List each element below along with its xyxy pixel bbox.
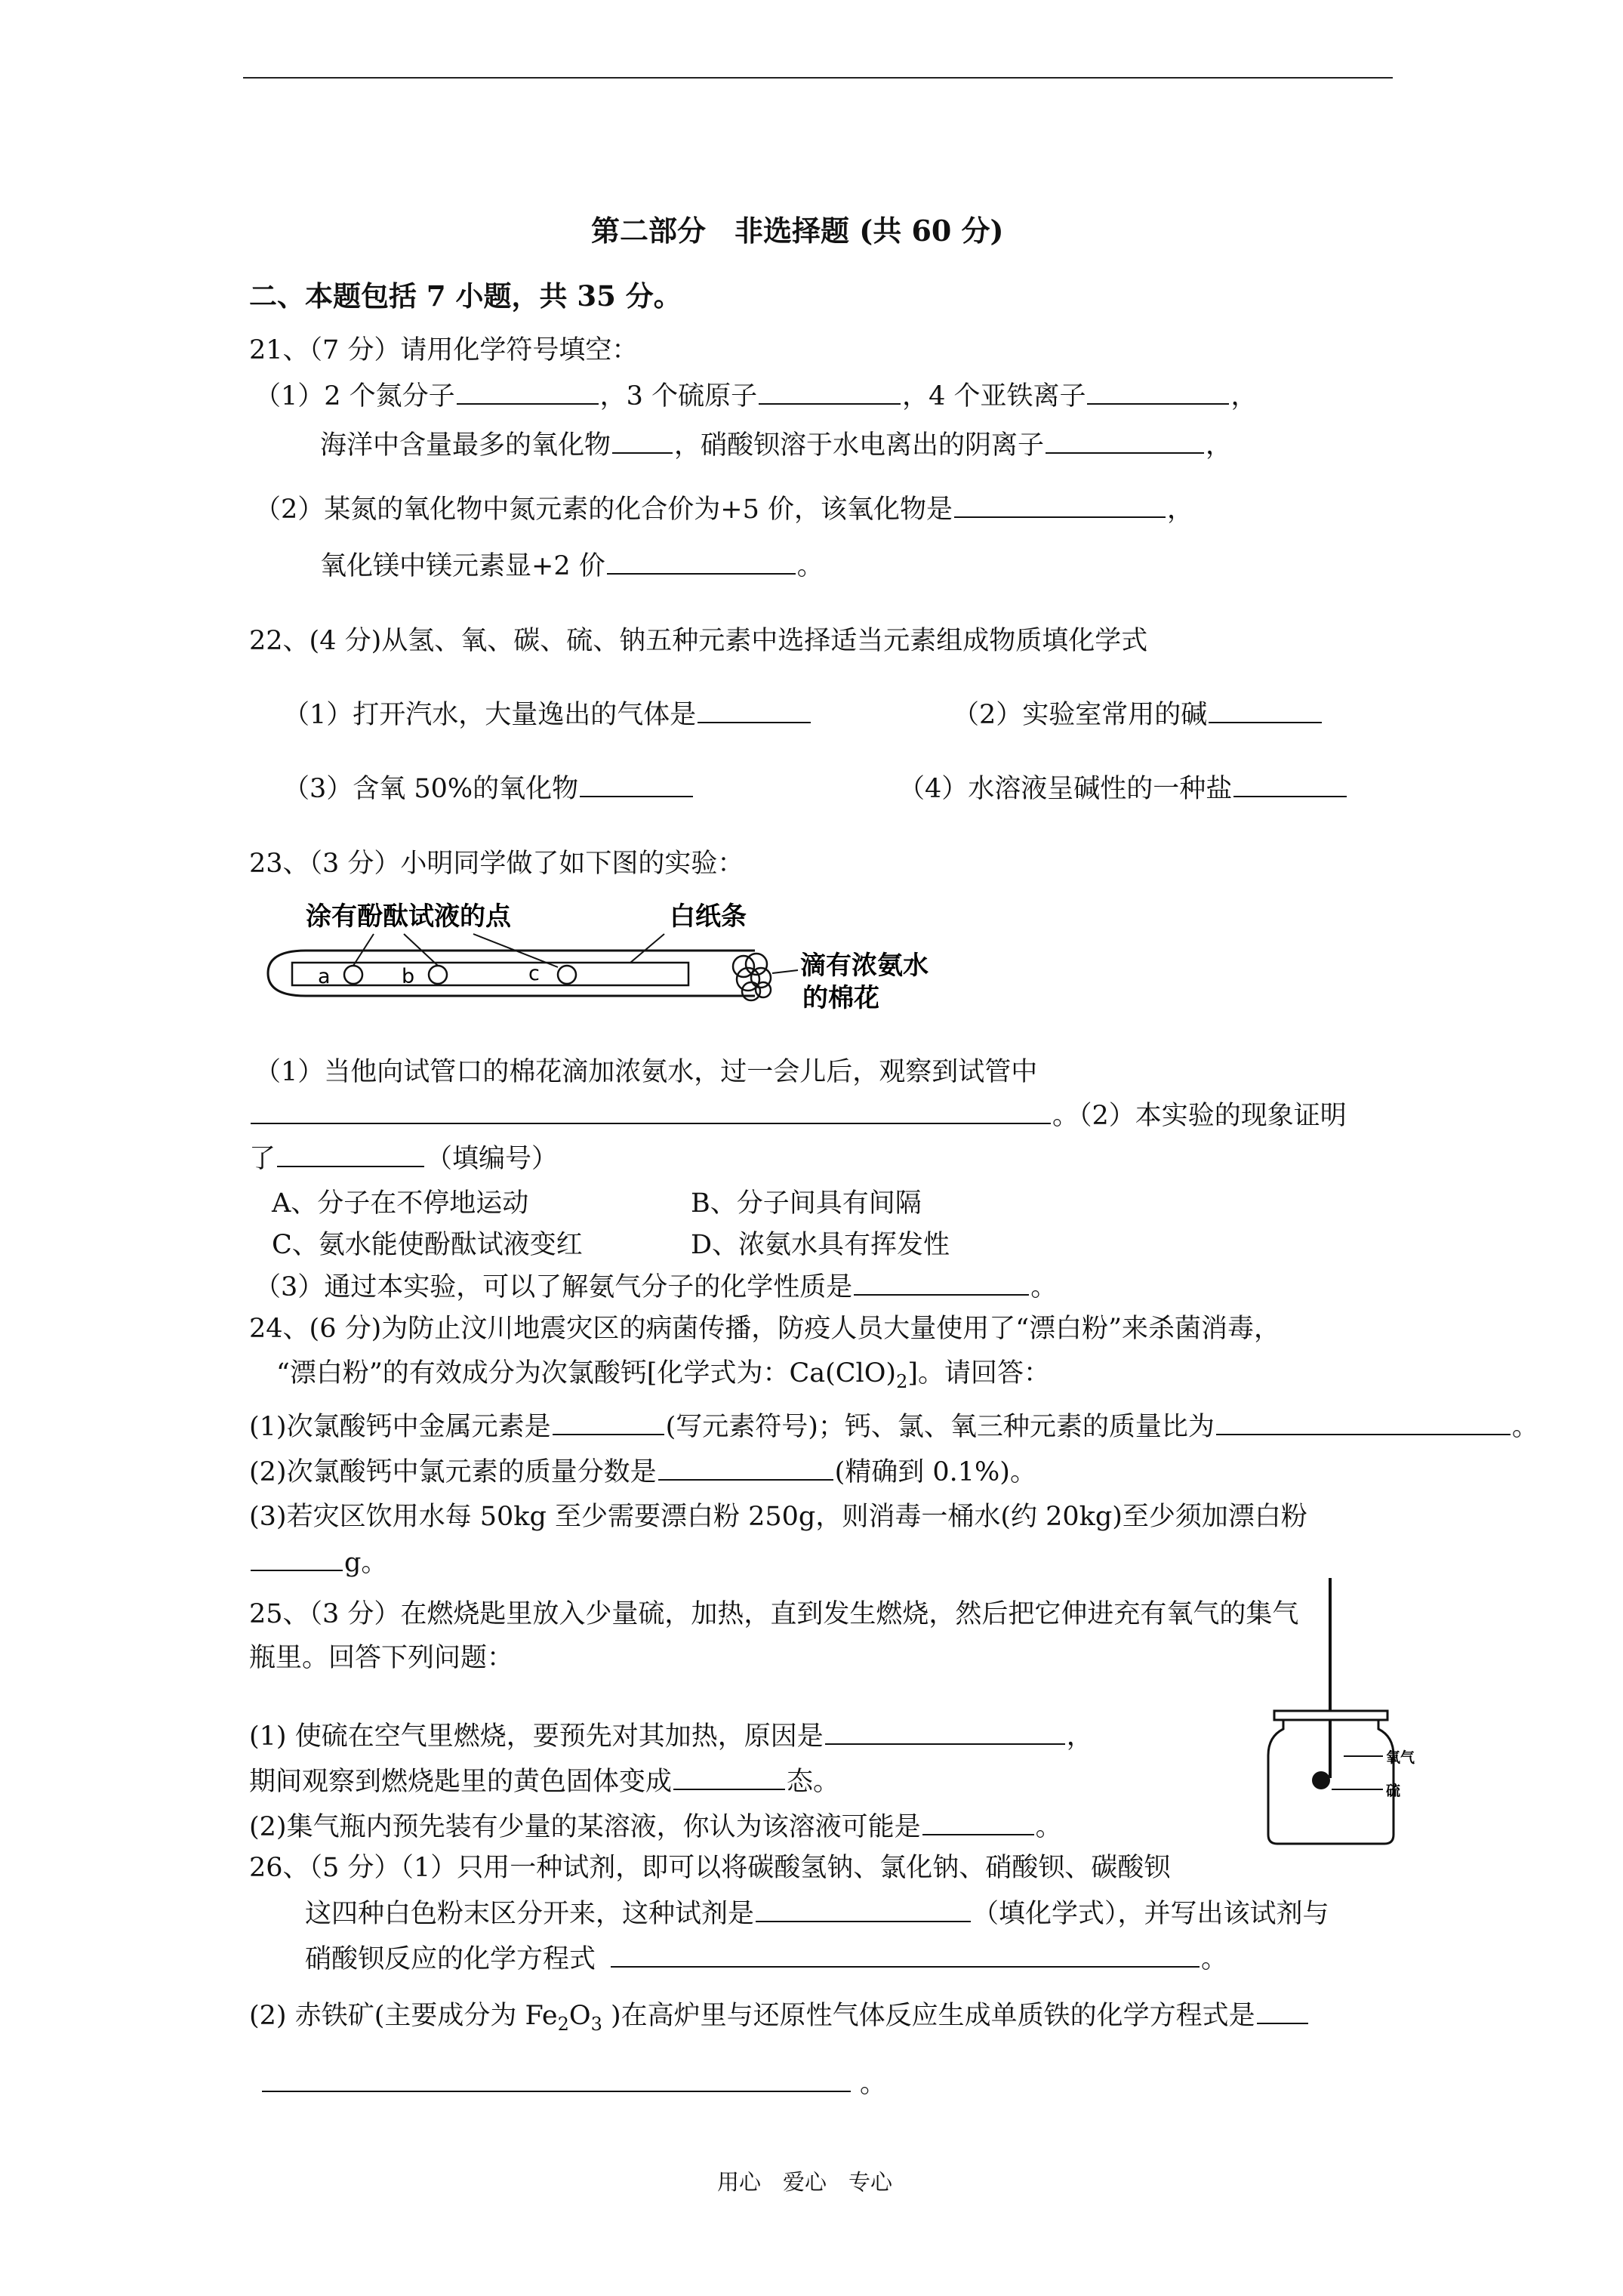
q21-part1-line1: （1）2 个氮分子 ，3 个硫原子 ，4 个亚铁离子 ，	[254, 378, 1258, 415]
q22-item4: （4）水溶液呈碱性的一种盐	[898, 770, 1348, 807]
q23-option-c: C、氨水能使酚酞试液变红	[272, 1230, 583, 1260]
q21-part1-line2: 海洋中含量最多的氧化物 ，硝酸钡溶于水电离出的阴离子 ，	[320, 427, 1232, 464]
q21-part2-line1: （2）某氮的氧化物中氮元素的化合价为+5 价，该氧化物是 ，	[254, 491, 1193, 528]
answer-blank[interactable]	[1216, 1408, 1511, 1435]
cotton-plug	[733, 954, 771, 1000]
label-ammonia-cotton-1: 滴有浓氨水	[800, 951, 929, 981]
q23-part1: （1）当他向试管口的棉花滴加浓氨水，过一会儿后，观察到试管中	[254, 1057, 1038, 1087]
page-title: 第二部分 非选择题 (共 60 分)	[591, 214, 1004, 248]
answer-blank[interactable]	[611, 1940, 1200, 1968]
answer-blank[interactable]	[854, 1268, 1029, 1296]
label-paper-strip: 白纸条	[670, 901, 747, 932]
dot-label-c: c	[528, 962, 540, 985]
answer-blank[interactable]	[1046, 427, 1204, 454]
test-tube-figure	[260, 895, 1000, 1031]
answer-blank[interactable]	[954, 491, 1166, 518]
q26-stem-line2: 这四种白色粉末区分开来，这种试剂是 （填化学式），并写出该试剂与	[305, 1895, 1329, 1932]
q25-stem-line1: 25、（3 分）在燃烧匙里放入少量硫，加热，直到发生燃烧，然后把它伸进充有氧气的集气	[249, 1599, 1299, 1629]
q21-stem: 21、（7 分）请用化学符号填空：	[249, 335, 639, 365]
answer-blank[interactable]	[658, 1453, 833, 1481]
dot-label-a: a	[318, 965, 331, 988]
answer-blank[interactable]	[277, 1140, 424, 1167]
q26-part2-line1: (2) 赤铁矿(主要成分为 $Fe_2O_3$ )在高炉里与还原性气体反应生成单质铁的化学方程式是	[249, 1997, 1310, 2034]
answer-blank[interactable]	[607, 547, 796, 575]
q23-option-b: B、分子间具有间隔	[691, 1188, 922, 1219]
answer-blank[interactable]	[1233, 770, 1347, 797]
q24-part2: (2)次氯酸钙中氯元素的质量分数是 (精确到 0.1%)。	[249, 1453, 1036, 1490]
q24-part3: (3)若灾区饮用水每 50kg 至少需要漂白粉 250g，则消毒一桶水(约 20kg)至少须加漂白粉	[249, 1502, 1307, 1532]
label-phenolphthalein-points: 涂有酚酞试液的点	[306, 901, 511, 932]
section-heading: 二、本题包括 7 小题，共 35 分。	[249, 279, 682, 313]
q22-item2: （2）实验室常用的碱	[953, 696, 1323, 733]
label-oxygen: 氧气	[1386, 1749, 1415, 1766]
answer-blank[interactable]	[1087, 378, 1229, 405]
answer-blank[interactable]	[251, 1097, 1051, 1124]
answer-blank[interactable]	[825, 1718, 1065, 1745]
q21-part2-line2: 氧化镁中镁元素显+2 价 。	[320, 547, 824, 584]
q22-item3: （3）含氧 50%的氧化物	[283, 770, 694, 807]
q23-stem: 23、（3 分）小明同学做了如下图的实验：	[249, 849, 744, 879]
label-ammonia-cotton-2: 的棉花	[802, 983, 879, 1013]
q23-part1-answer-line: 。（2）本实验的现象证明	[249, 1097, 1347, 1134]
q23-option-d: D、浓氨水具有挥发性	[691, 1230, 950, 1260]
label-sulfur: 硫	[1386, 1783, 1401, 1799]
q23-option-a: A、分子在不停地运动	[272, 1188, 529, 1219]
answer-blank[interactable]	[262, 2065, 851, 2092]
answer-blank[interactable]	[698, 696, 811, 723]
answer-blank[interactable]	[756, 1895, 971, 1922]
q25-stem-line2: 瓶里。回答下列问题：	[249, 1643, 514, 1673]
q25-part2: (2)集气瓶内预先装有少量的某溶液，你认为该溶液可能是 。	[249, 1808, 1062, 1845]
answer-blank[interactable]	[553, 1408, 664, 1435]
q25-part1-line1: (1) 使硫在空气里燃烧，要预先对其加热，原因是 ，	[249, 1718, 1093, 1755]
answer-blank[interactable]	[1257, 1997, 1308, 2024]
q26-part2-answer-line: 。	[260, 2065, 886, 2102]
q24-stem-line2: “漂白粉”的有效成分为次氯酸钙[化学式为：$Ca(ClO)_2$]。请回答：	[276, 1358, 1051, 1392]
header-rule	[243, 77, 1393, 79]
answer-blank[interactable]	[580, 770, 693, 797]
q24-stem-line1: 24、(6 分)为防止汶川地震灾区的病菌传播，防疫人员大量使用了“漂白粉”来杀菌消毒，	[249, 1314, 1281, 1344]
answer-blank[interactable]	[612, 427, 673, 454]
answer-blank[interactable]	[1209, 696, 1322, 723]
q25-part1-line2: 期间观察到燃烧匙里的黄色固体变成 态。	[249, 1763, 839, 1800]
page-footer: 用心 爱心 专心	[717, 2169, 893, 2195]
gas-jar-figure	[1253, 1578, 1434, 1850]
q23-part3: （3）通过本实验，可以了解氨气分子的化学性质是 。	[254, 1268, 1057, 1305]
q23-part2: 了 （填编号）	[249, 1140, 558, 1177]
dot-label-b: b	[402, 965, 415, 988]
q24-part1: (1)次氯酸钙中金属元素是 (写元素符号)；钙、氯、氧三种元素的质量比为 。	[249, 1408, 1538, 1445]
q26-stem-line3: 硝酸钡反应的化学方程式 。	[305, 1940, 1227, 1977]
answer-blank[interactable]	[673, 1763, 785, 1790]
answer-blank[interactable]	[457, 378, 599, 405]
answer-blank[interactable]	[759, 378, 901, 405]
answer-blank[interactable]	[922, 1808, 1034, 1835]
answer-blank[interactable]	[251, 1544, 343, 1571]
q26-stem-line1: 26、（5 分）（1）只用一种试剂，即可以将碳酸氢钠、氯化钠、硝酸钡、碳酸钡	[249, 1853, 1171, 1883]
q24-part3-answer: g。	[249, 1544, 387, 1581]
q22-stem: 22、(4 分)从氢、氧、碳、硫、钠五种元素中选择适当元素组成物质填化学式	[249, 626, 1148, 656]
q22-item1: （1）打开汽水，大量逸出的气体是	[283, 696, 812, 733]
